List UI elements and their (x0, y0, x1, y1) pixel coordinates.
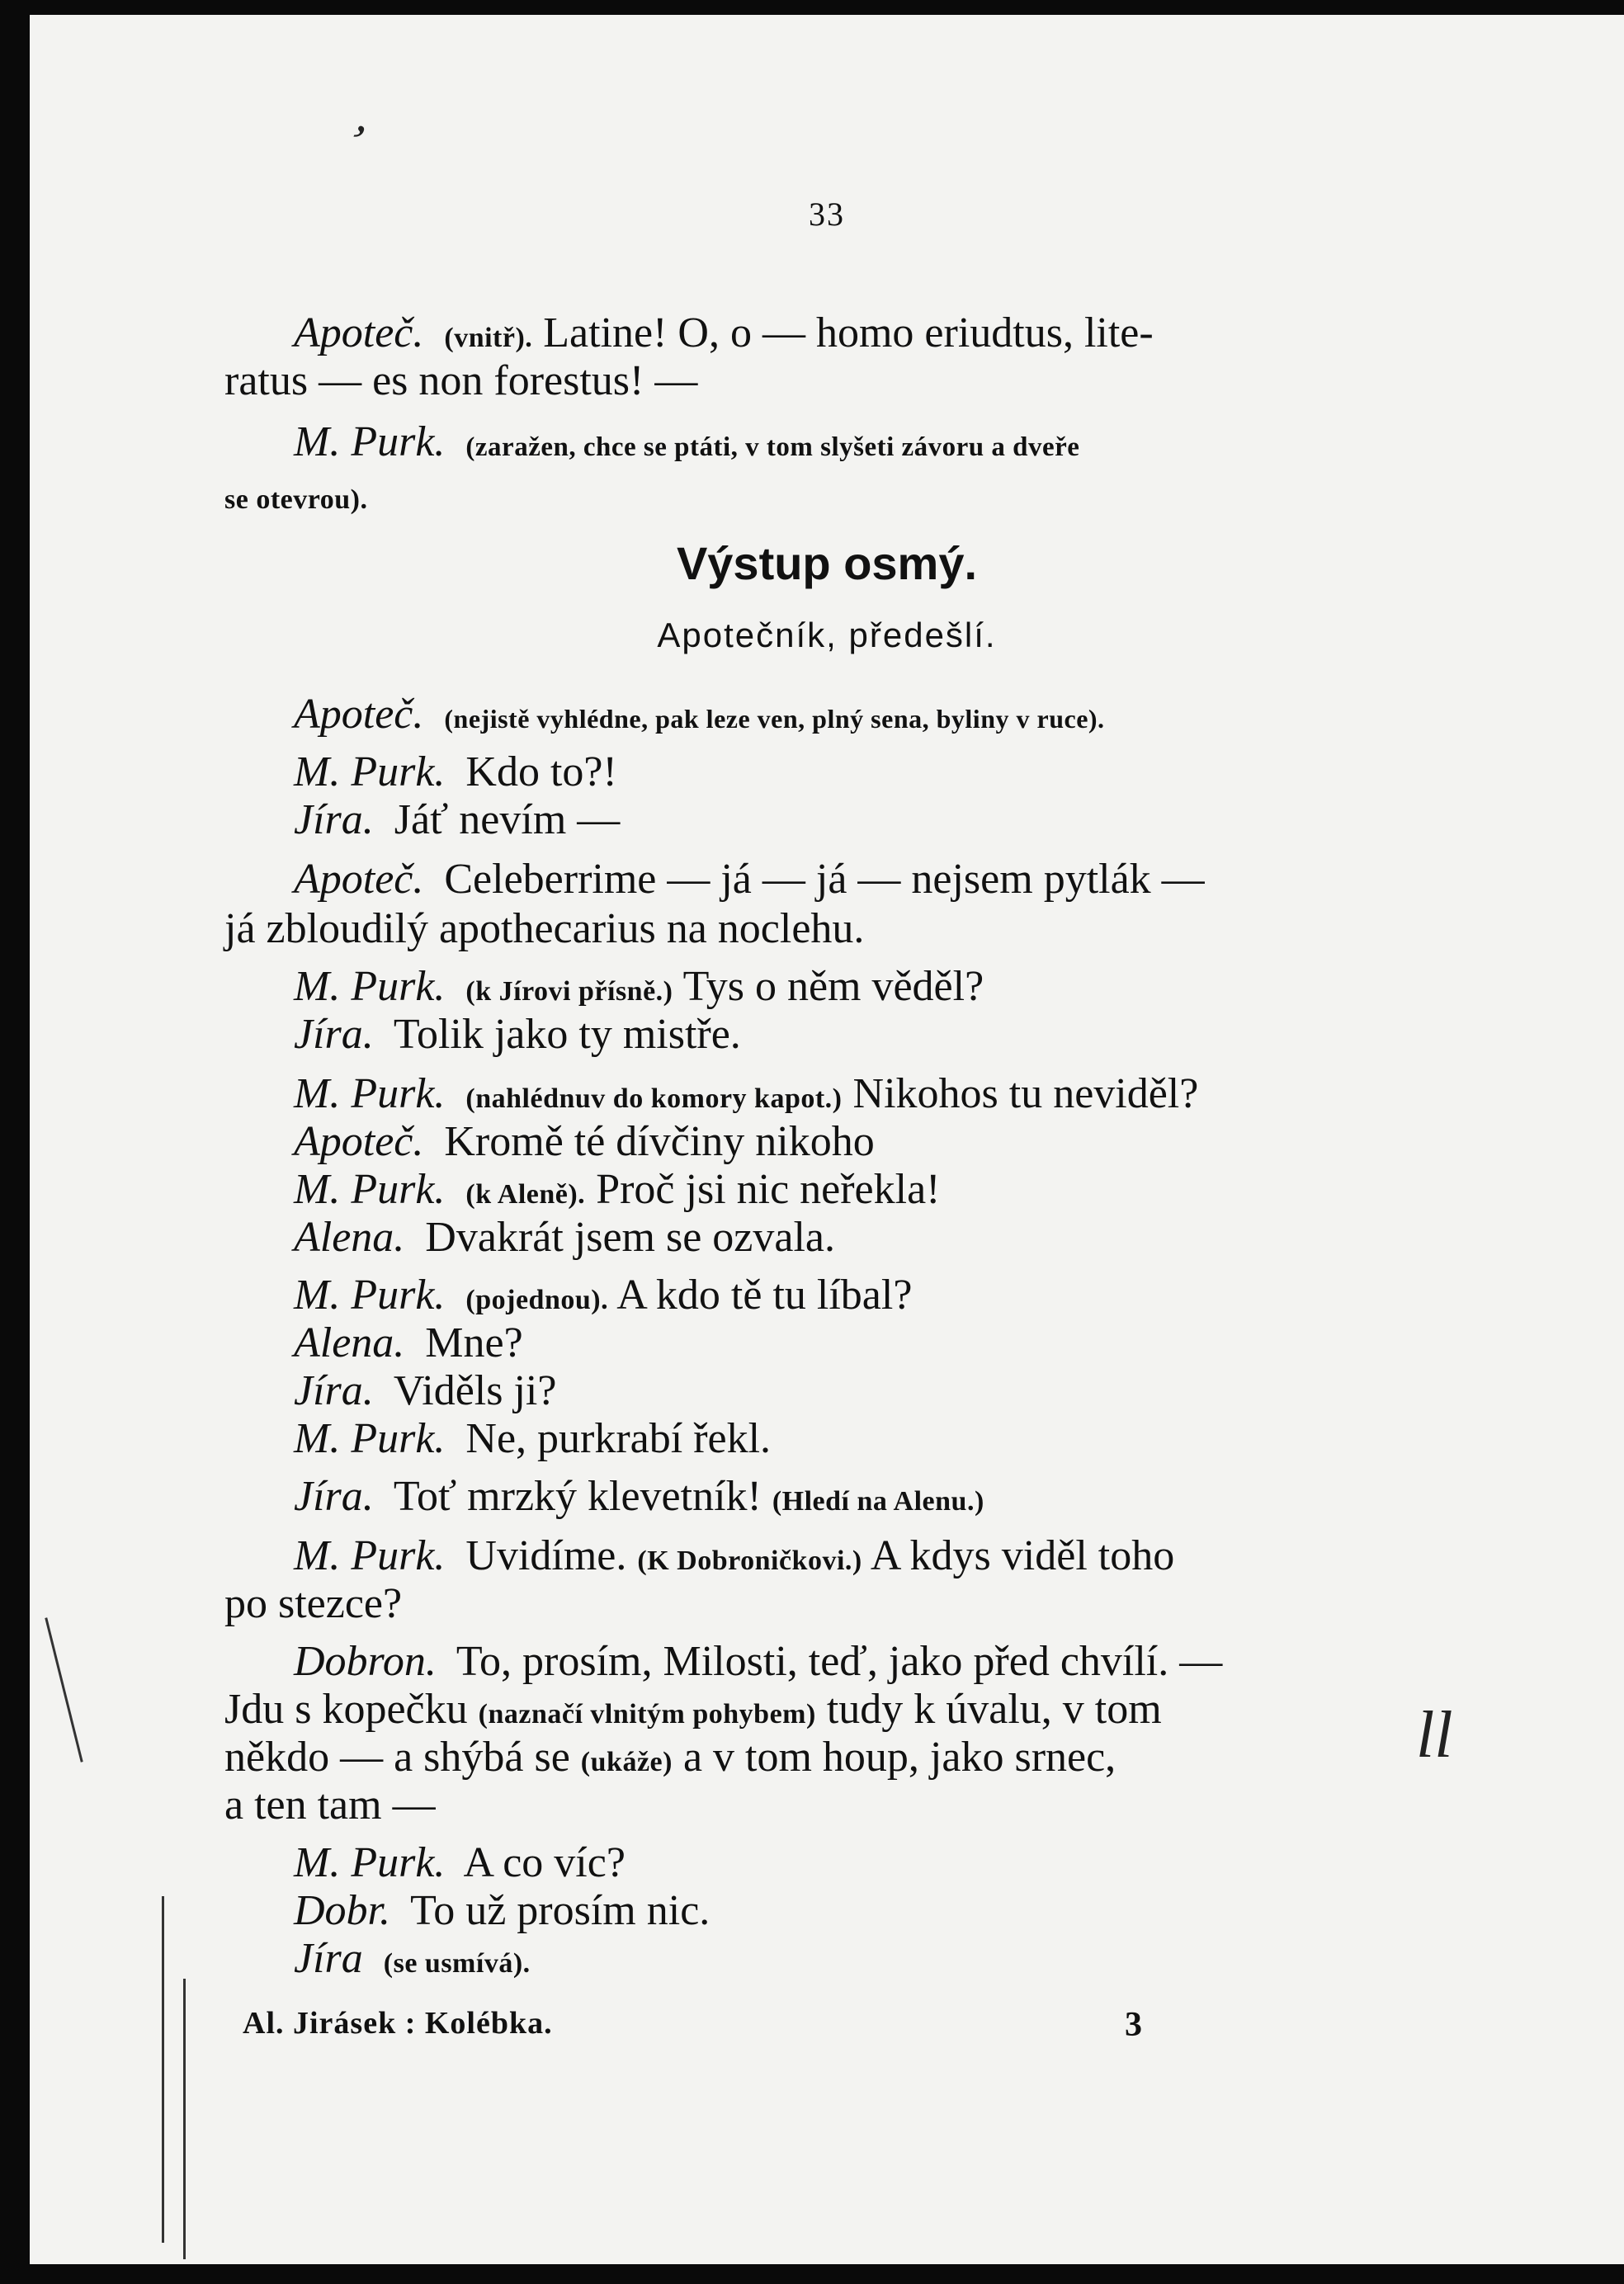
speaker: M. Purk. (294, 1415, 446, 1462)
line-text: Mne? (425, 1319, 523, 1366)
scan-edge-line (162, 1896, 164, 2243)
line-text: Kromě té dívčiny nikoho (444, 1118, 875, 1165)
line-text: ratus — es non forestus! — (224, 357, 698, 404)
line-text: někdo — a shýbá se (224, 1734, 570, 1781)
line-text: A co víc? (463, 1839, 626, 1886)
scan-edge-line (183, 1979, 186, 2259)
line-text: Nikohos tu neviděl? (852, 1070, 1199, 1117)
page-number: 33 (809, 196, 845, 233)
dialogue-line (294, 1839, 626, 1886)
line-text: Latine! O, o — homo eriudtus, lite- (543, 309, 1154, 356)
dialogue-line (224, 905, 865, 952)
speaker: M. Purk. (294, 963, 446, 1010)
dialogue-line (294, 1118, 875, 1165)
dialogue-line (294, 858, 1205, 901)
speaker: Alena. (294, 1214, 405, 1261)
stage-direction: (nejistě vyhlédne, pak leze ven, plný sena, byliny v ruce). (444, 704, 1105, 734)
dialogue-line (294, 1937, 531, 1980)
dialogue-line (224, 357, 698, 404)
speaker: Alena. (294, 1319, 405, 1366)
speaker: M. Purk. (294, 1839, 446, 1886)
speaker: Jíra. (294, 796, 374, 843)
speaker: Apoteč. (294, 1118, 424, 1165)
stage-direction: (ukáže) (580, 1747, 673, 1777)
dialogue-line (294, 1640, 1222, 1683)
stage-direction: (naznačí vlnitým pohybem) (478, 1699, 816, 1730)
speaker: M. Purk. (294, 418, 446, 465)
dialogue-line (294, 748, 617, 795)
line-text: Jdu s kopečku (224, 1686, 468, 1733)
speaker: Jíra. (294, 1367, 374, 1414)
line-text: A kdo tě tu líbal? (616, 1272, 913, 1319)
stage-direction: (zaražen, chce se ptáti, v tom slyšeti závoru a dveře (465, 432, 1080, 462)
scan-edge-line (45, 1617, 83, 1762)
line-text: Celeberrime — já — já — nejsem pytlák — (444, 856, 1205, 903)
ink-mark: , (351, 87, 382, 144)
dialogue-line (294, 1168, 940, 1211)
line-text: A kdys viděl toho (870, 1532, 1175, 1579)
dialogue-line (294, 1070, 1199, 1117)
speaker: Apoteč. (294, 309, 424, 356)
line-text: po stezce? (224, 1580, 403, 1627)
stage-direction: (k Aleně). (465, 1179, 586, 1210)
dialogue-line (294, 1319, 523, 1366)
speaker: Jíra (294, 1935, 363, 1982)
stage-direction: (K Dobroničkovi.) (637, 1545, 862, 1576)
line-text: Viděls ji? (393, 1367, 557, 1414)
dialogue-line (294, 965, 984, 1008)
book-page (30, 15, 1624, 2264)
dialogue-line (294, 1475, 984, 1518)
dialogue-line (294, 1216, 835, 1259)
line-text: tudy k úvalu, v tom (826, 1686, 1162, 1733)
dialogue-line (294, 309, 1154, 356)
speaker: M. Purk. (294, 1532, 446, 1579)
line-text: a ten tam — (224, 1781, 436, 1829)
speaker: Apoteč. (294, 691, 424, 738)
speaker: Dobr. (294, 1887, 391, 1934)
line-text: Jáť nevím — (394, 796, 621, 843)
margin-annotation: ll (1416, 1699, 1453, 1772)
dialogue-line (294, 693, 1105, 736)
stage-direction: (nahlédnuv do komory kapot.) (465, 1083, 843, 1114)
stage-direction: (pojednou). (465, 1285, 609, 1315)
dialogue-line (224, 1580, 403, 1627)
line-text: Toť mrzký klevetník! (393, 1473, 762, 1520)
speaker: M. Purk. (294, 748, 446, 795)
dialogue-line (294, 1274, 912, 1317)
dialogue-line (294, 1013, 741, 1056)
speaker: Dobron. (294, 1638, 437, 1685)
stage-direction: (se usmívá). (383, 1948, 531, 1979)
line-text: Uvidíme. (465, 1532, 627, 1579)
line-text: Proč jsi nic neřekla! (596, 1166, 941, 1213)
dialogue-line (294, 418, 1080, 465)
stage-direction: (k Jírovi přísně.) (465, 976, 673, 1007)
line-text: a v tom houp, jako srnec, (682, 1734, 1116, 1781)
line-text: Tys o něm věděl? (682, 963, 984, 1010)
dialogue-line (224, 1781, 436, 1829)
line-text: Tolik jako ty mistře. (393, 1011, 741, 1058)
footer-signature-number: 3 (1125, 2006, 1142, 2044)
scene-characters: Apotečník, předešlí. (657, 616, 997, 654)
line-text: Kdo to?! (465, 748, 617, 795)
dialogue-line (294, 1367, 557, 1414)
dialogue-line (294, 796, 621, 843)
stage-direction: (vnitř). (444, 323, 533, 353)
speaker: M. Purk. (294, 1272, 446, 1319)
dialogue-line (294, 1532, 1175, 1579)
dialogue-line (294, 1887, 710, 1934)
dialogue-line (224, 1688, 1162, 1731)
line-text: Dvakrát jsem se ozvala. (425, 1214, 835, 1261)
dialogue-line (294, 1415, 772, 1462)
dialogue-line (224, 1736, 1116, 1779)
line-text: To, prosím, Milosti, teď, jako před chvílí. — (456, 1638, 1223, 1685)
stage-direction: se otevrou). (224, 484, 368, 515)
footer-book-title: Al. Jirásek : Kolébka. (243, 2006, 553, 2041)
stage-direction: (Hledí na Alenu.) (772, 1486, 984, 1517)
line-text: To už prosím nic. (410, 1887, 710, 1934)
line-text: Ne, purkrabí řekl. (465, 1415, 772, 1462)
speaker: Jíra. (294, 1011, 374, 1058)
speaker: M. Purk. (294, 1070, 446, 1117)
scene-heading: Výstup osmý. (676, 537, 978, 589)
speaker: Jíra. (294, 1473, 374, 1520)
speaker: Apoteč. (294, 856, 424, 903)
speaker: M. Purk. (294, 1166, 446, 1213)
dialogue-line (224, 474, 367, 517)
line-text: já zbloudilý apothecarius na noclehu. (224, 905, 865, 952)
